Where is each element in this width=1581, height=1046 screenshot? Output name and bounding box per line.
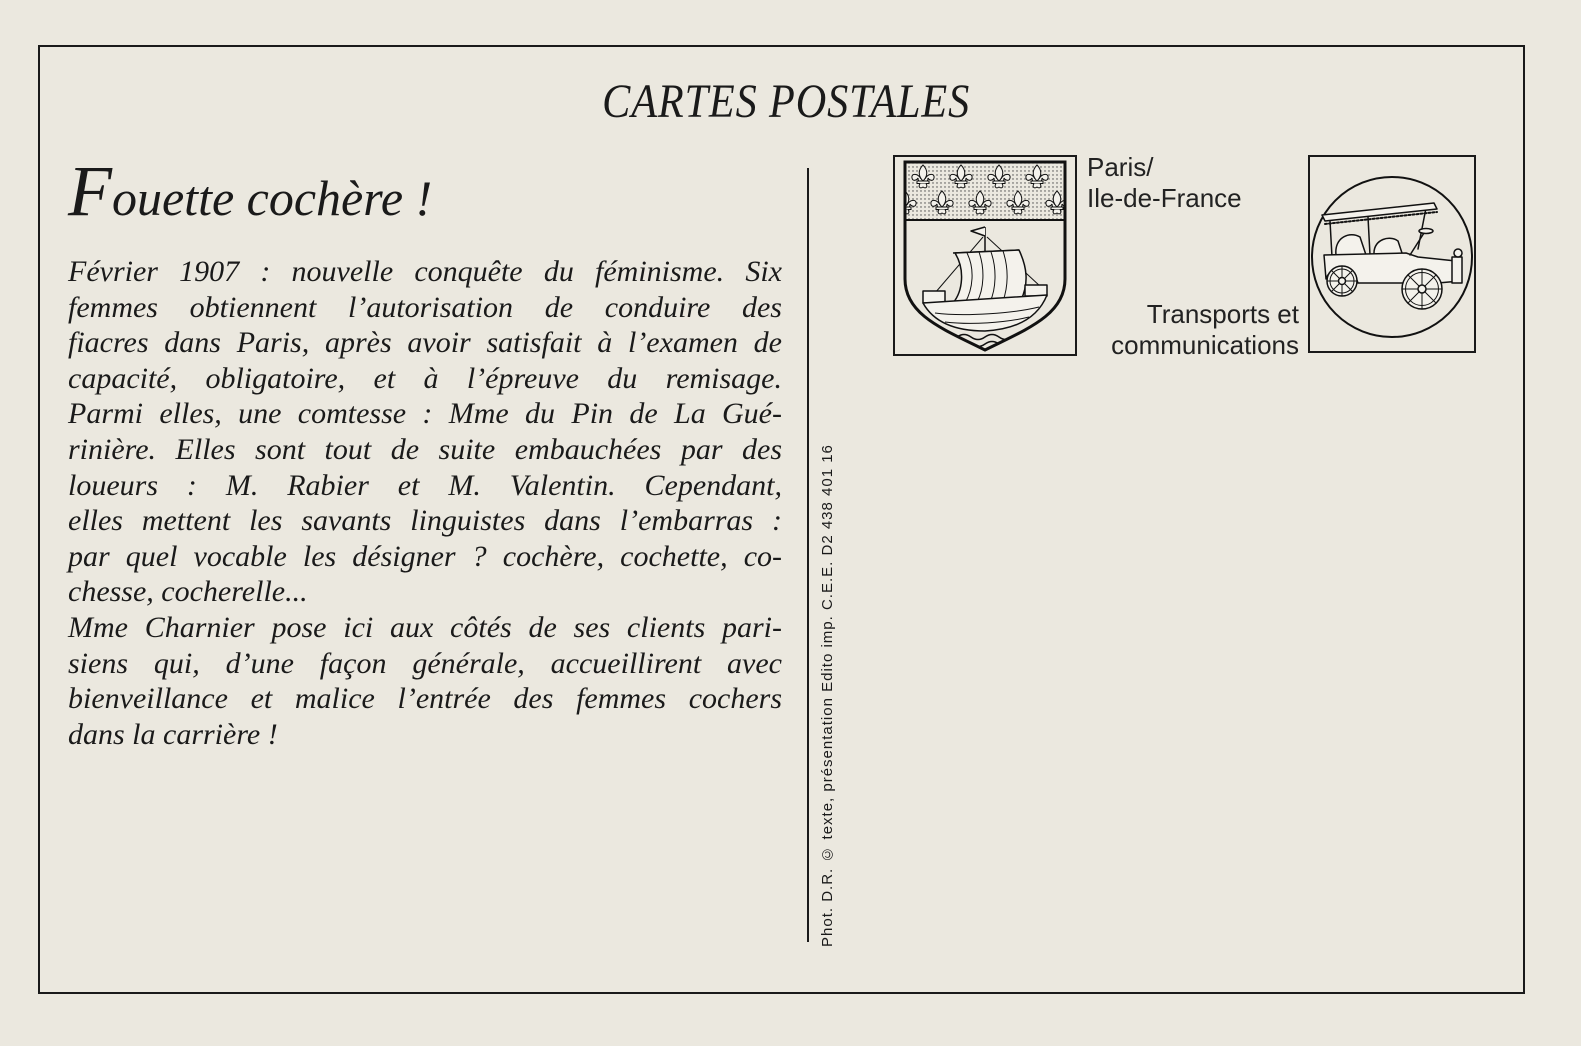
body-line: capacité, obligatoire, et à l’épreuve du remisage. xyxy=(68,361,782,395)
caption-line: Transports et xyxy=(1146,299,1299,329)
vintage-car-icon xyxy=(1310,157,1474,351)
body-line: Février 1907 : nouvelle conquête du féminisme. Six xyxy=(68,255,782,288)
radiator xyxy=(1452,257,1462,283)
article-title: Fouette cochère ! xyxy=(68,151,433,231)
body-line: chesse, cocherelle... xyxy=(68,575,308,609)
body-line: bienveillance et malice l’entrée des femmes cochers xyxy=(68,682,782,716)
body-line: fiacres dans Paris, après avoir satisfait à l’examen de xyxy=(68,326,782,360)
page-header-title: CARTES POSTALES xyxy=(602,75,971,128)
theme-caption xyxy=(1040,299,1299,361)
rear-wheel xyxy=(1327,266,1357,296)
region-caption xyxy=(1087,152,1242,214)
body-line: siens qui, d’une façon générale, accueillirent avec xyxy=(68,646,782,680)
body-line: rinière. Elles sont tout de suite embauchées par des xyxy=(68,432,782,466)
front-wheel xyxy=(1402,269,1442,309)
theme-stamp xyxy=(1308,155,1476,353)
body-line: elles mettent les savants linguistes dans l’embarras : xyxy=(68,504,782,538)
steering-wheel xyxy=(1419,229,1433,234)
body-line: Mme Charnier pose ici aux côtés de ses clients pari- xyxy=(68,610,782,644)
article-body xyxy=(68,254,782,752)
caption-line: communications xyxy=(1111,330,1299,360)
car xyxy=(1322,203,1462,309)
front-seat xyxy=(1374,238,1402,253)
ship xyxy=(923,227,1047,331)
caption-line: Ile-de-France xyxy=(1087,183,1242,213)
body-line: dans la carrière ! xyxy=(68,717,278,751)
rear-seat xyxy=(1336,235,1366,255)
body-line: par quel vocable les désigner ? cochère, cochette, co- xyxy=(68,539,782,573)
vertical-divider xyxy=(807,168,809,942)
body-line: loueurs : M. Rabier et M. Valentin. Cependant, xyxy=(68,468,782,502)
caption-line: Paris/ xyxy=(1087,152,1154,182)
headlamp xyxy=(1454,249,1462,257)
body-line: Parmi elles, une comtesse : Mme du Pin de La Gué- xyxy=(68,397,782,431)
credit-text: Phot. D.R. © texte, présentation Edito imp. C.E.E. D2 438 401 16 xyxy=(819,444,836,947)
body-line: femmes obtiennent l’autorisation de conduire des xyxy=(68,290,782,324)
